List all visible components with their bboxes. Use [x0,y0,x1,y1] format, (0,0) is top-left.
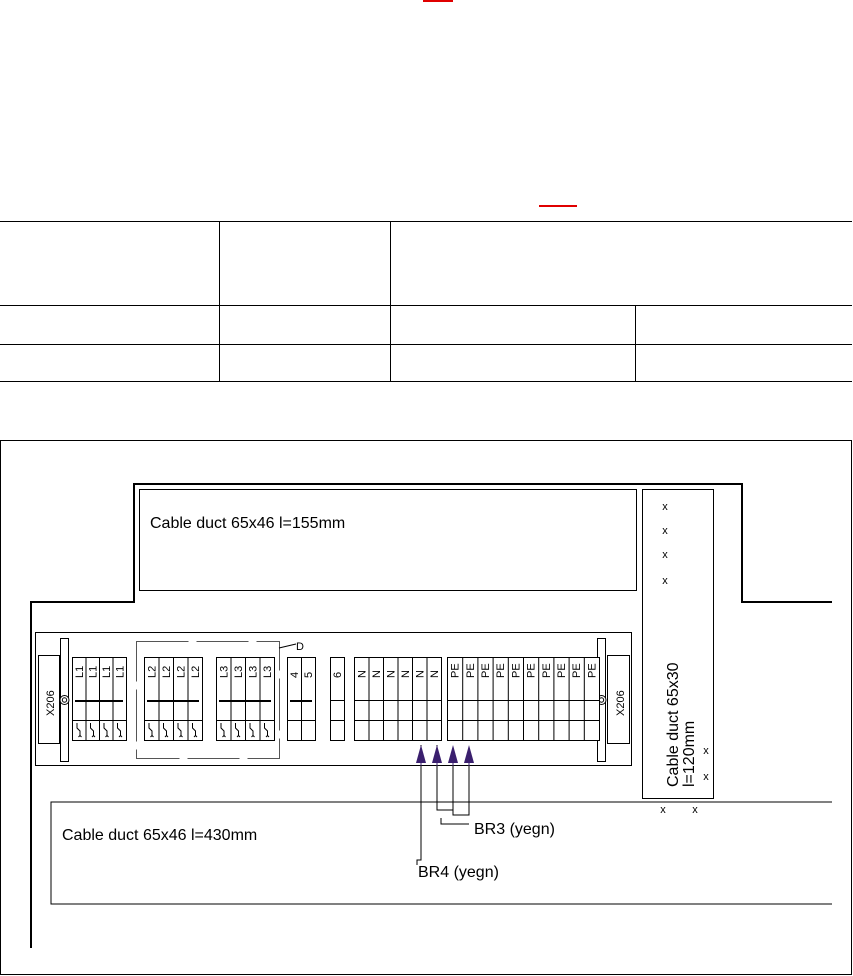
terminal-label: L2 [175,665,188,678]
terminal-label: L1 [100,665,113,678]
terminal-label: L1 [73,665,86,678]
terminal-label: N [428,670,441,678]
vertical-duct-label: Cable duct 65x30 [665,662,682,787]
x-mark: x [692,804,698,816]
terminal-label: PE [495,663,508,678]
terminal-group [287,657,316,741]
vertical-duct-length: l=120mm [681,720,698,787]
terminal-label: N [385,670,398,678]
terminal-label: L2 [146,665,159,678]
terminal-label: L1 [87,665,100,678]
x-mark: x [662,575,668,587]
terminal-label: PE [571,663,584,678]
terminal-label: PE [510,663,523,678]
br3-leader-b [453,765,469,815]
terminal-group [144,657,203,741]
br3-leader-c [441,818,469,824]
x-mark: x [660,804,666,816]
terminal-label: L1 [114,665,127,678]
terminal-group [216,657,275,741]
terminal-label: 5 [303,671,315,678]
x-mark: x [703,745,709,757]
bridge-label-br3: BR3 (yegn) [474,821,555,838]
bridge-label-br4: BR4 (yegn) [418,864,499,881]
terminal-label: L3 [232,665,245,678]
terminal-label: L2 [160,665,173,678]
terminal-label: N [370,670,383,678]
terminal-label-left: X206 [45,690,57,716]
fixing-screw-left [60,696,69,705]
x-mark: x [662,549,668,561]
terminal-group [447,657,600,741]
terminal-label-right: X206 [615,690,627,716]
terminal-label: L3 [218,665,231,678]
terminal-label: N [399,670,412,678]
terminal-label: N [414,670,427,678]
terminal-label: 6 [332,671,344,678]
terminal-label: L2 [189,665,202,678]
terminal-label: PE [449,663,462,678]
x-mark: x [703,771,709,783]
terminal-label: 4 [289,671,301,678]
lower-cable-duct [51,802,832,904]
terminal-label: PE [464,663,477,678]
terminal-group [354,657,442,741]
terminal-label: L3 [247,665,260,678]
terminal-label: PE [556,663,568,678]
terminal-label: PE [586,663,599,678]
group-d-label: D [296,641,304,653]
lower-duct-label: Cable duct 65x46 l=430mm [62,827,258,844]
x-mark: x [662,525,668,537]
terminal-group [330,658,345,741]
terminal-label: PE [480,663,492,678]
terminal-label: PE [540,663,553,678]
upper-cable-duct [140,490,637,591]
upper-duct-label: Cable duct 65x46 l=155mm [150,515,346,532]
terminal-group-frame [331,658,345,741]
terminal-label: L3 [261,665,274,678]
terminal-label: PE [525,663,538,678]
terminal-strip [72,657,600,741]
terminal-label: N [356,670,369,678]
terminal-group [72,657,127,741]
x-mark: x [662,501,668,513]
